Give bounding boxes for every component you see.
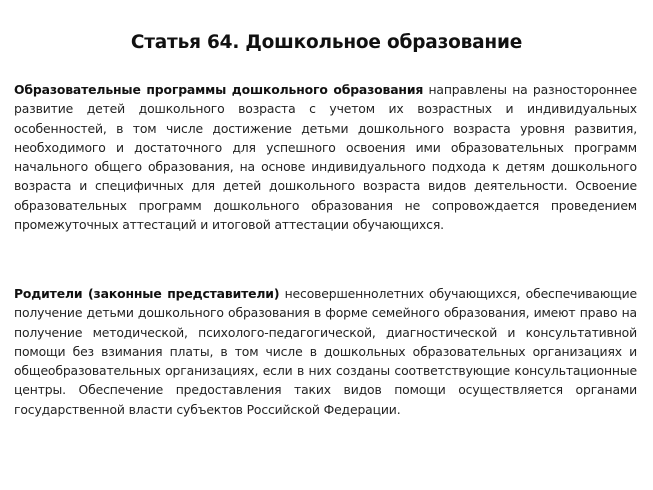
paragraph-body: несовершеннолетних обучающихся, обеспечивающие получение детьми дошкольного образования в форме семейного образования, имеют право на получение методической, психолого-педагогической, диагностической и консультативной помощи без взимания платы, в том числе в дошкольных образовательных организациях и общеобразовательных организациях, если в них созданы соответствующие консультационные центры. Обеспечение предоставления таких видов помощи осуществляется органами государственной власти субъектов Российской Федерации.	[14, 286, 637, 417]
paragraph-lead-term: Родители (законные представители)	[14, 286, 280, 301]
page-title: Статья 64. Дошкольное образование	[130, 32, 523, 53]
paragraph-parents-rights	[14, 284, 637, 419]
paragraph-body: направлены на разностороннее развитие детей дошкольного возраста с учетом их возрастных и индивидуальных особенностей, в том числе достижение детьми дошкольного возраста уровня развития, необходимого и достаточного для успешного освоения ими образовательных программ начального общего образования, на основе индивидуального подхода к детям дошкольного возраста и специфичных для детей дошкольного возраста видов деятельности. Освоение образовательных программ дошкольного образования не сопровождается проведением промежуточных аттестаций и итоговой аттестации обучающихся.	[14, 82, 637, 233]
paragraph-preschool-programs	[14, 80, 637, 234]
paragraph-lead-term: Образовательные программы дошкольного образования	[14, 82, 424, 97]
